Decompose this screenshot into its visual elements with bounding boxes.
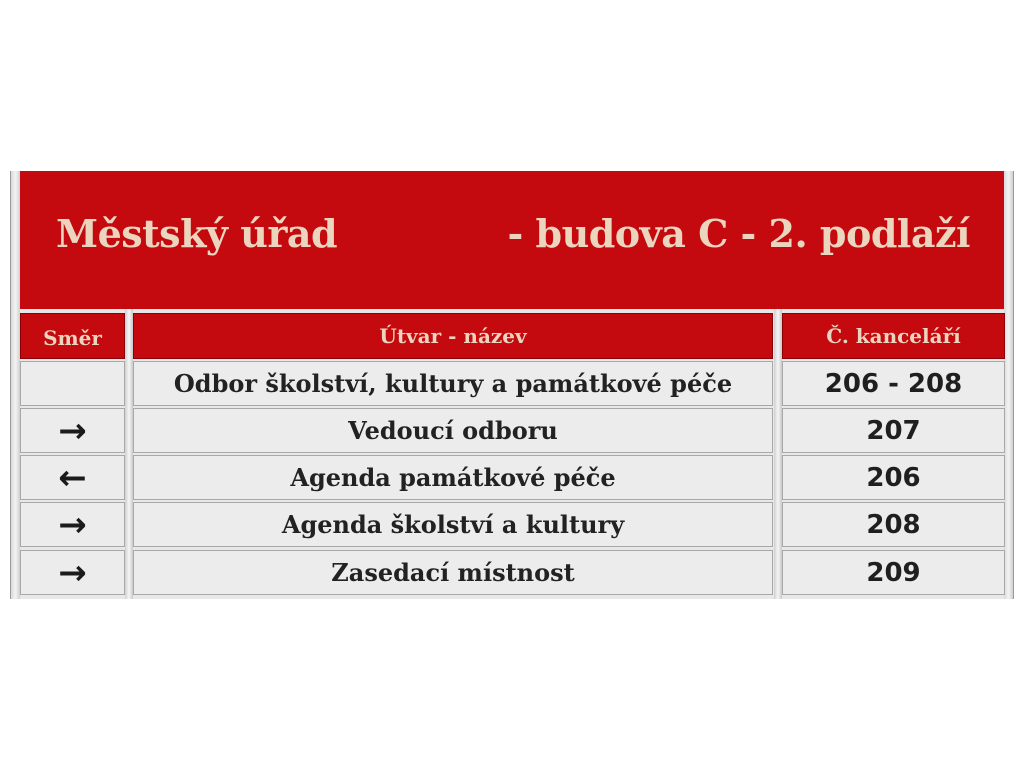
arrow-right-icon: → [58,552,87,593]
arrow-right-icon: → [58,504,87,545]
row-direction-cell [20,361,125,406]
row-department: Agenda památkové péče [133,455,773,500]
row-office: 206 - 208 [782,361,1005,406]
header-office: Č. kanceláří [782,313,1005,359]
row-department: Vedoucí odboru [133,408,773,453]
sign-subtitle: - budova C - 2. podlaží [507,211,970,256]
row-department: Agenda školství a kultury [133,502,773,547]
arrow-right-icon: → [58,410,87,451]
title-bar [20,171,1004,309]
row-office: 209 [782,550,1005,595]
sign-post-right [1004,171,1013,599]
row-direction-cell [20,550,125,595]
row-office: 206 [782,455,1005,500]
directory-sign [10,171,1014,599]
row-office: 208 [782,502,1005,547]
header-direction: Směr [20,313,125,359]
row-direction-cell [20,455,125,500]
sign-post-left [11,171,20,599]
sign-title: Městský úřad [56,211,338,256]
column-separator [125,309,133,599]
row-direction-cell [20,502,125,547]
arrow-left-icon: ← [58,457,87,498]
header-department: Útvar - název [133,313,773,359]
column-separator [774,309,782,599]
row-department: Zasedací místnost [133,550,773,595]
row-direction-cell [20,408,125,453]
row-office: 207 [782,408,1005,453]
row-department: Odbor školství, kultury a památkové péče [133,361,773,406]
